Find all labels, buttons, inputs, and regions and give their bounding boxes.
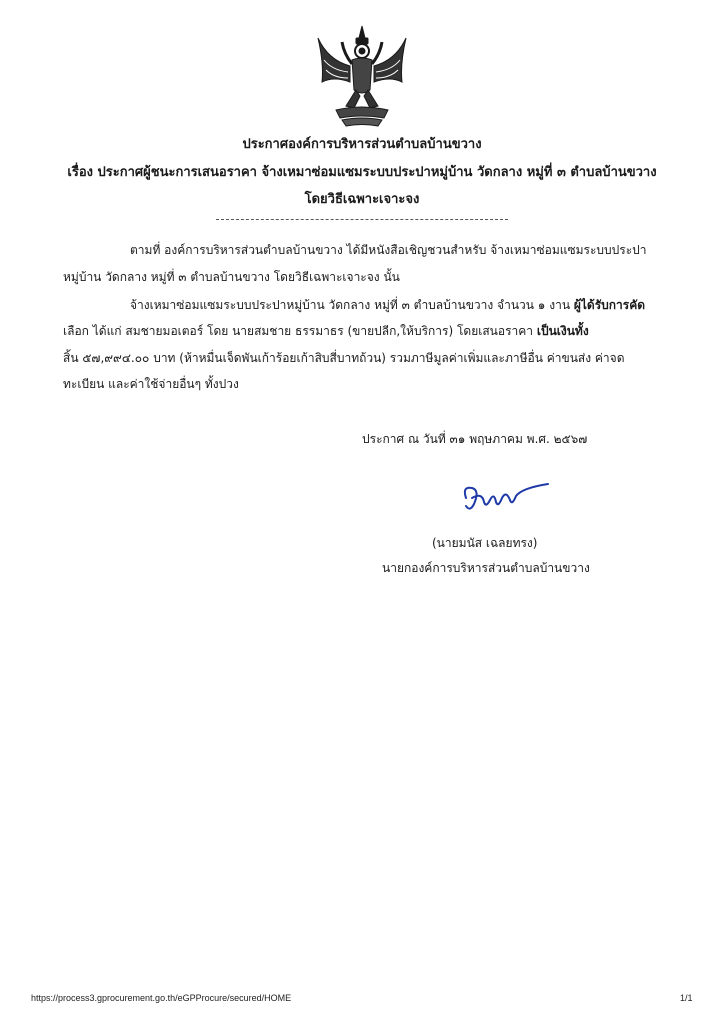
paragraph-2-line-3: สิ้น ๕๗,๙๙๔.๐๐ บาท (ห้าหมื่นเจ็ดพันเก้าร้อยเก้าสิบสี่บาทถ้วน) รวมภาษีมูลค่าเพิ่มและภาษีอื่น ค่าขนส่ง ค่าจด [63, 351, 625, 365]
signer-position: นายกองค์การบริหารส่วนตำบลบ้านขวาง [382, 561, 590, 575]
paragraph-2-line-1-text: จ้างเหมาซ่อมแซมระบบประปาหมู่บ้าน วัดกลาง หมู่ที่ ๓ ตำบลบ้านขวาง จำนวน ๑ งาน [130, 298, 571, 312]
subject-line: เรื่อง ประกาศผู้ชนะการเสนอราคา จ้างเหมาซ่อมแซมระบบประปาหมู่บ้าน วัดกลาง หมู่ที่ ๓ ตำบลบ้านขวาง [67, 165, 657, 180]
footer-url: https://process3.gprocurement.go.th/eGPProcure/secured/HOME [31, 993, 292, 1003]
paragraph-2-line-2-text: เลือก ได้แก่ สมชายมอเตอร์ โดย นายสมชาย ธรรมาธร (ขายปลีก,ให้บริการ) โดยเสนอราคา [63, 324, 534, 338]
announce-date: ประกาศ ณ วันที่ ๓๑ พฤษภาคม พ.ศ. ๒๕๖๗ [362, 432, 588, 446]
amount-label: เป็นเงินทั้ง [536, 324, 589, 338]
paragraph-2-line-2 [63, 322, 589, 340]
signer-name: (นายมนัส เฉลยทรง) [432, 536, 538, 550]
winner-label: ผู้ได้รับการคัด [573, 298, 646, 312]
paragraph-1-line-1: ตามที่ องค์การบริหารส่วนตำบลบ้านขวาง ได้มีหนังสือเชิญชวนสำหรับ จ้างเหมาซ่อมแซมระบบประปา [130, 243, 647, 257]
garuda-emblem-icon [314, 24, 410, 128]
paragraph-2-line-4: ทะเบียน และค่าใช้จ่ายอื่นๆ ทั้งปวง [63, 377, 239, 391]
page-number: 1/1 [680, 993, 693, 1003]
signature-icon [458, 478, 554, 518]
paragraph-2-line-1 [130, 296, 645, 314]
divider [216, 219, 508, 220]
procurement-method: โดยวิธีเฉพาะเจาะจง [304, 192, 420, 207]
org-title: ประกาศองค์การบริหารส่วนตำบลบ้านขวาง [242, 137, 482, 152]
paragraph-1-line-2: หมู่บ้าน วัดกลาง หมู่ที่ ๓ ตำบลบ้านขวาง โดยวิธีเฉพาะเจาะจง นั้น [63, 270, 400, 284]
